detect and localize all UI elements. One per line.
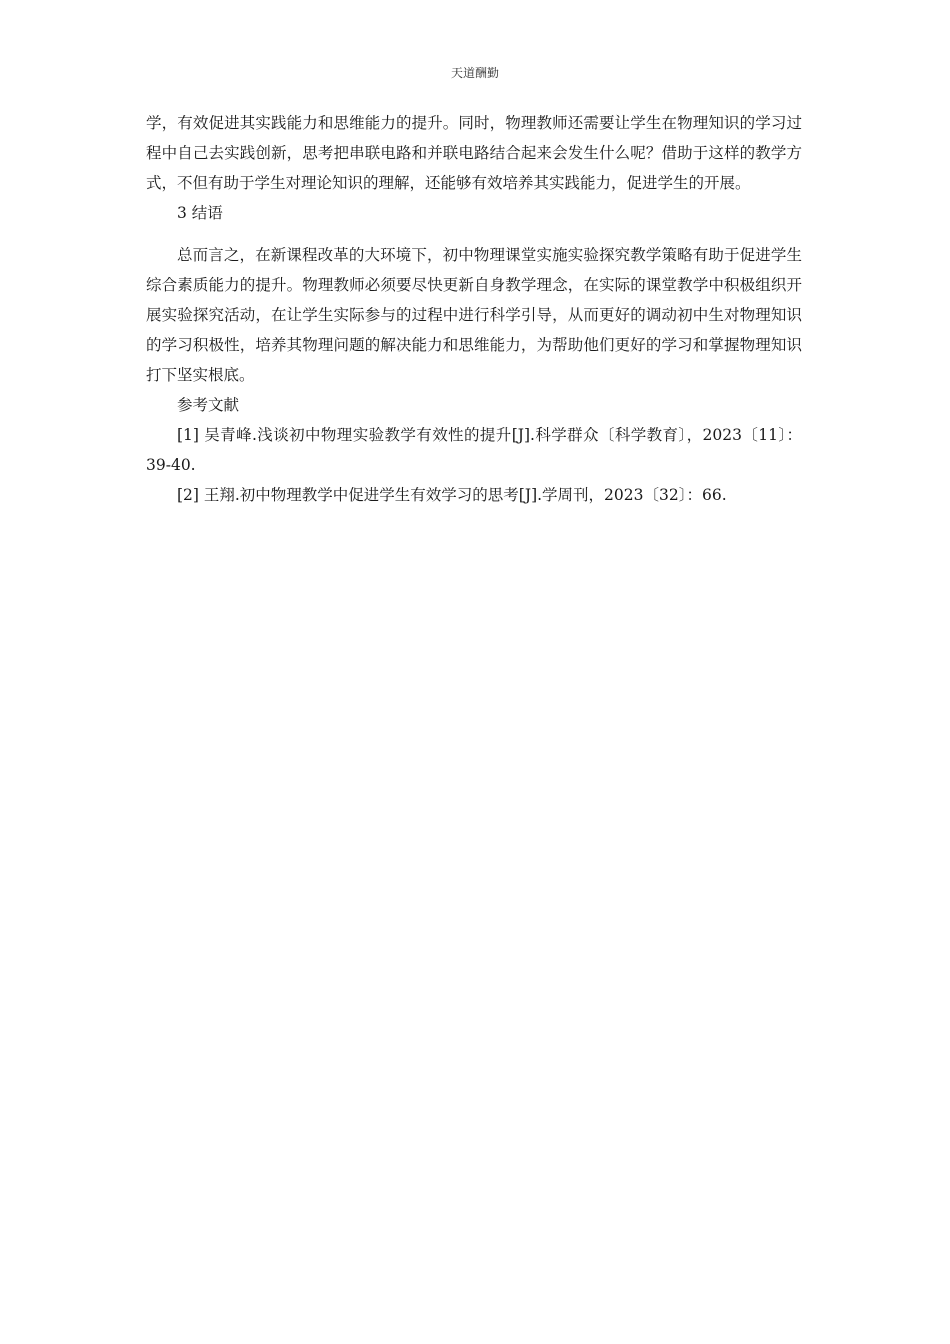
- body-paragraph-continued: 学，有效促进其实践能力和思维能力的提升。同时，物理教师还需要让学生在物理知识的学习过程中自己去实践创新，思考把串联电路和并联电路结合起来会发生什么呢？借助于这样的教学方式，不但有助于学生对理论知识的理解，还能够有效培养其实践能力，促进学生的开展。: [146, 114, 802, 192]
- page-content: [146, 108, 802, 510]
- section-heading-conclusion: 3 结语: [177, 204, 223, 222]
- references-heading: 参考文献: [177, 396, 240, 414]
- body-paragraph-conclusion: 总而言之，在新课程改革的大环境下，初中物理课堂实施实验探究教学策略有助于促进学生综合素质能力的提升。物理教师必须要尽快更新自身教学理念，在实际的课堂教学中积极组织开展实验探究活动，在让学生实际参与的过程中进行科学引导，从而更好的调动初中生对物理知识的学习积极性，培养其物理问题的解决能力和思维能力，为帮助他们更好的学习和掌握物理知识打下坚实根底。: [146, 246, 802, 384]
- running-header: 天道酬勤: [450, 66, 499, 80]
- reference-item-1: [1] 吴青峰.浅谈初中物理实验教学有效性的提升[J].科学群众〔科学教育〕，2023〔11〕：39-40.: [146, 426, 802, 474]
- reference-item-2: [2] 王翔.初中物理教学中促进学生有效学习的思考[J].学周刊，2023〔32〕：66.: [177, 486, 727, 504]
